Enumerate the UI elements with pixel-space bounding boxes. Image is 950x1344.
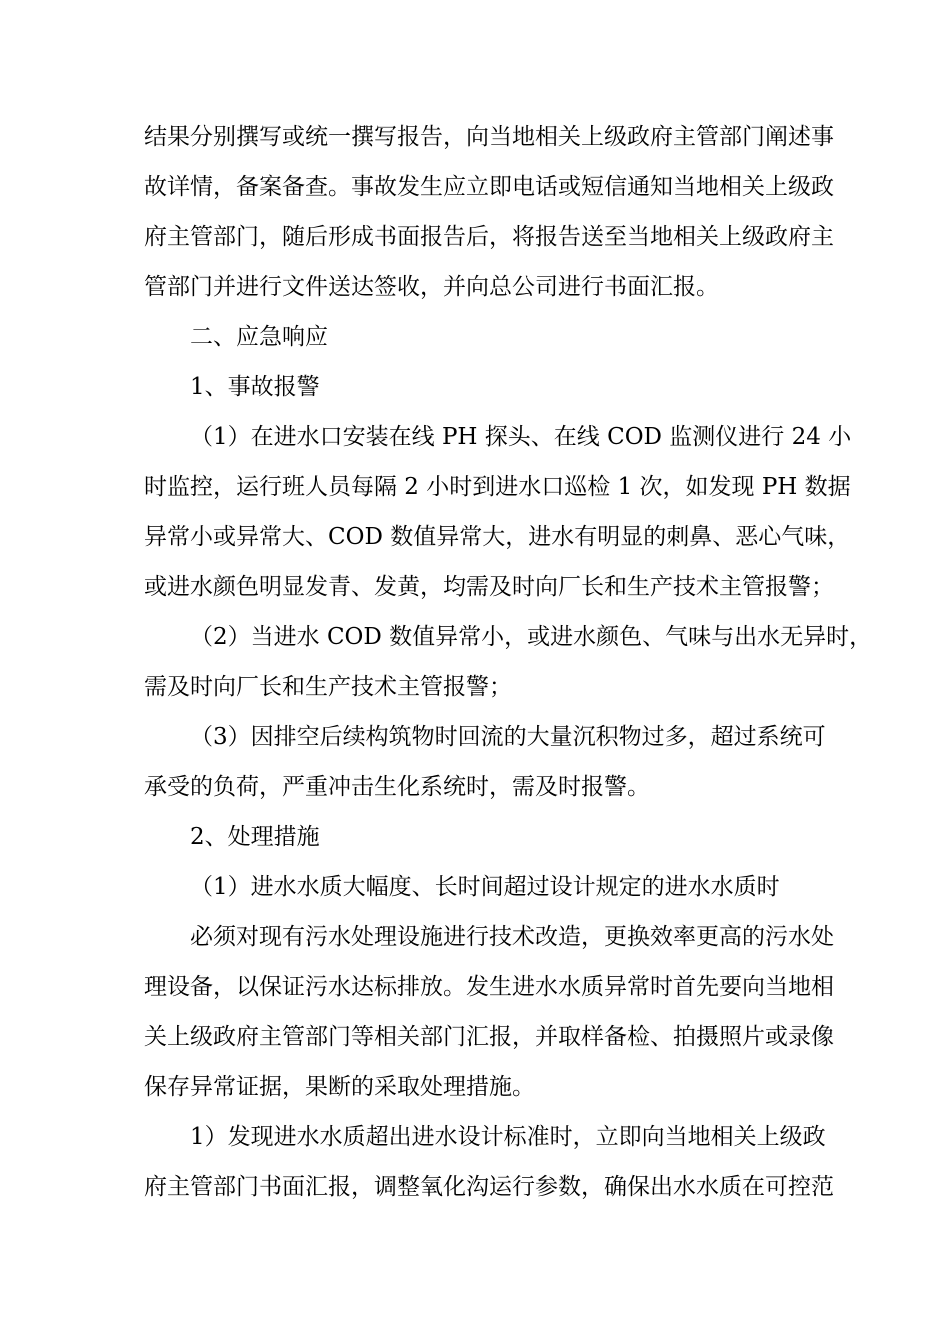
text-line: 1）发现进水水质超出进水设计标准时，立即向当地相关上级政 [190,1124,826,1150]
text-line: 结果分别撰写或统一撰写报告，向当地相关上级政府主管部门阐述事 [144,124,834,150]
text-line: 异常小或异常大、COD 数值异常大，进水有明显的刺鼻、恶心气味， [144,524,851,550]
text-line: （1）在进水口安装在线 PH 探头、在线 COD 监测仪进行 24 小 [190,424,852,450]
text-line: 需及时向厂长和生产技术主管报警； [144,674,512,700]
text-line: 承受的负荷，严重冲击生化系统时，需及时报警。 [144,774,650,800]
text-line: 保存异常证据，果断的采取处理措施。 [144,1074,535,1100]
text-line: 或进水颜色明显发青、发黄，均需及时向厂长和生产技术主管报警； [144,574,834,600]
text-line: 管部门并进行文件送达签收，并向总公司进行书面汇报。 [144,274,719,300]
text-line: （3）因排空后续构筑物时回流的大量沉积物过多，超过系统可 [190,724,826,750]
item-heading: （1）进水水质大幅度、长时间超过设计规定的进水水质时 [190,874,780,900]
text-line: 时监控，运行班人员每隔 2 小时到进水口巡检 1 次，如发现 PH 数据 [144,474,851,500]
text-line: 理设备，以保证污水达标排放。发生进水水质异常时首先要向当地相 [144,974,834,1000]
section-heading: 二、应急响应 [190,324,328,350]
text-line: 故详情，备案备查。事故发生应立即电话或短信通知当地相关上级政 [144,174,834,200]
text-line: 必须对现有污水处理设施进行技术改造，更换效率更高的污水处 [190,924,834,950]
text-line: 府主管部门书面汇报，调整氧化沟运行参数，确保出水水质在可控范 [144,1174,834,1200]
text-line: 府主管部门，随后形成书面报告后，将报告送至当地相关上级政府主 [144,224,834,250]
document-body [144,112,873,1212]
text-line: （2）当进水 COD 数值异常小，或进水颜色、气味与出水无异时， [190,624,873,650]
subsection-heading: 2、处理措施 [190,824,320,850]
subsection-heading: 1、事故报警 [190,374,320,400]
text-line: 关上级政府主管部门等相关部门汇报，并取样备检、拍摄照片或录像 [144,1024,834,1050]
